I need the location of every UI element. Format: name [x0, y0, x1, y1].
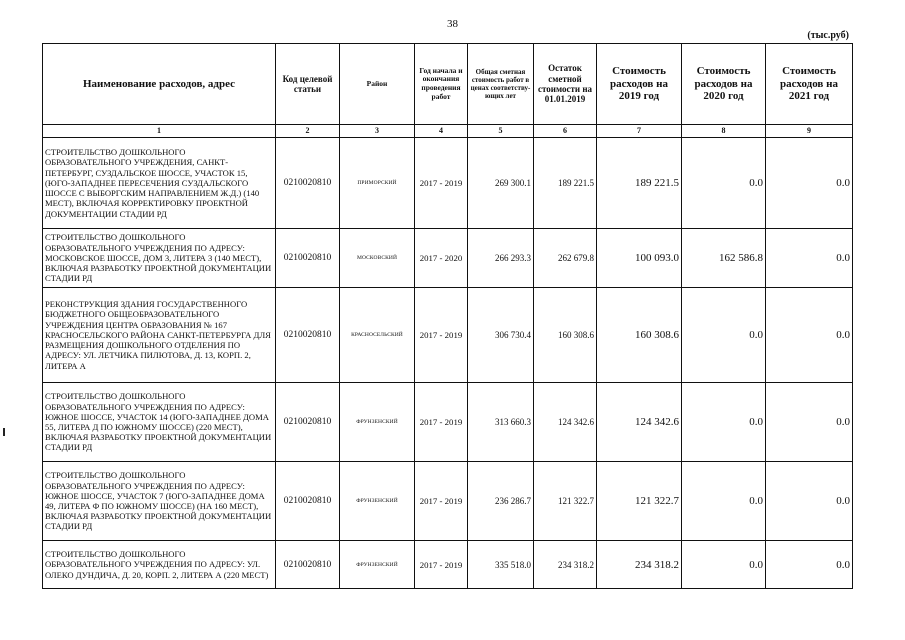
district: ФРУНЗЕНСКИЙ	[340, 541, 415, 589]
cost-2020: 162 586.8	[682, 229, 766, 288]
expense-name: РЕКОНСТРУКЦИЯ ЗДАНИЯ ГОСУДАРСТВЕННОГО БЮДЖЕТНОГО ОБЩЕОБРАЗОВАТЕЛЬНОГО УЧРЕЖДЕНИЯ ЦЕНТРА ОБРАЗОВАНИЯ № 167 КРАСНОСЕЛЬСКОГО РАЙОНА САНКТ-ПЕТЕРБУРГА ДЛЯ РАЗМЕЩЕНИЯ ДОШКОЛЬНОГО ОТДЕЛЕНИЯ ПО АДРЕСУ: УЛ. ЛЕТЧИКА ПИЛЮТОВА, Д. 13, КОРП. 2, ЛИТЕРА А	[43, 288, 276, 383]
col-header-cost-2019: Стоимость расходов на 2019 год	[597, 44, 682, 125]
work-period: 2017 - 2019	[415, 288, 468, 383]
total-cost: 313 660.3	[468, 383, 534, 462]
column-number: 2	[276, 125, 340, 138]
col-header-code: Код целевой статьи	[276, 44, 340, 125]
expense-name: СТРОИТЕЛЬСТВО ДОШКОЛЬНОГО ОБРАЗОВАТЕЛЬНОГО УЧРЕЖДЕНИЯ ПО АДРЕСУ: МОСКОВСКОЕ ШОССЕ, ДОМ 3, ЛИТЕРА 3 (140 МЕСТ), ВКЛЮЧАЯ РАЗРАБОТКУ ПРОЕКТНОЙ ДОКУМЕНТАЦИИ СТАДИИ РД	[43, 229, 276, 288]
work-period: 2017 - 2019	[415, 541, 468, 589]
column-number: 7	[597, 125, 682, 138]
district: МОСКОВСКИЙ	[340, 229, 415, 288]
expense-name: СТРОИТЕЛЬСТВО ДОШКОЛЬНОГО ОБРАЗОВАТЕЛЬНОГО УЧРЕЖДЕНИЯ ПО АДРЕСУ: УЛ. ОЛЕКО ДУНДИЧА, Д. 20, КОРП. 2, ЛИТЕРА А (220 МЕСТ)	[43, 541, 276, 589]
target-code: 0210020810	[276, 462, 340, 541]
cost-2019: 100 093.0	[597, 229, 682, 288]
total-cost: 266 293.3	[468, 229, 534, 288]
cost-2021: 0.0	[766, 541, 853, 589]
cost-2021: 0.0	[766, 229, 853, 288]
district: ПРИМОРСКИЙ	[340, 138, 415, 229]
target-code: 0210020810	[276, 541, 340, 589]
cost-2020: 0.0	[682, 541, 766, 589]
district: ФРУНЗЕНСКИЙ	[340, 383, 415, 462]
cost-2020: 0.0	[682, 462, 766, 541]
expense-name: СТРОИТЕЛЬСТВО ДОШКОЛЬНОГО ОБРАЗОВАТЕЛЬНОГО УЧРЕЖДЕНИЯ ПО АДРЕСУ: ЮЖНОЕ ШОССЕ, УЧАСТОК 14 (ЮГО-ЗАПАДНЕЕ ДОМА 55, ЛИТЕРА Д ПО ЮЖНОМУ ШОССЕ) (220 МЕСТ), ВКЛЮЧАЯ РАЗРАБОТКУ ПРОЕКТНОЙ ДОКУМЕНТАЦИИ СТАДИИ РД	[43, 383, 276, 462]
budget-table	[42, 43, 853, 589]
total-cost: 269 300.1	[468, 138, 534, 229]
total-cost: 335 518.0	[468, 541, 534, 589]
table-row	[43, 541, 853, 589]
column-number: 3	[340, 125, 415, 138]
column-number: 9	[766, 125, 853, 138]
table-row	[43, 383, 853, 462]
remaining-cost: 189 221.5	[534, 138, 597, 229]
page-number: 38	[447, 18, 458, 30]
col-header-cost-2020: Стоимость расходов на 2020 год	[682, 44, 766, 125]
col-header-cost-2021: Стоимость расходов на 2021 год	[766, 44, 853, 125]
cost-2021: 0.0	[766, 462, 853, 541]
column-number: 8	[682, 125, 766, 138]
column-number: 6	[534, 125, 597, 138]
district: КРАСНОСЕЛЬСКИЙ	[340, 288, 415, 383]
work-period: 2017 - 2020	[415, 229, 468, 288]
cost-2021: 0.0	[766, 138, 853, 229]
table-row	[43, 288, 853, 383]
target-code: 0210020810	[276, 229, 340, 288]
table-row	[43, 138, 853, 229]
cost-2019: 189 221.5	[597, 138, 682, 229]
column-number: 1	[43, 125, 276, 138]
col-header-period: Год начала и окончания проведения работ	[415, 44, 468, 125]
work-period: 2017 - 2019	[415, 383, 468, 462]
target-code: 0210020810	[276, 138, 340, 229]
col-header-total-cost: Общая сметная стоимость работ в ценах соответству-ющих лет	[468, 44, 534, 125]
remaining-cost: 160 308.6	[534, 288, 597, 383]
remaining-cost: 262 679.8	[534, 229, 597, 288]
table-row	[43, 229, 853, 288]
column-number: 5	[468, 125, 534, 138]
work-period: 2017 - 2019	[415, 462, 468, 541]
cost-2019: 234 318.2	[597, 541, 682, 589]
units-label: (тыс.руб)	[807, 30, 849, 41]
cost-2021: 0.0	[766, 288, 853, 383]
cost-2019: 160 308.6	[597, 288, 682, 383]
remaining-cost: 124 342.6	[534, 383, 597, 462]
col-header-district: Район	[340, 44, 415, 125]
expense-name: СТРОИТЕЛЬСТВО ДОШКОЛЬНОГО ОБРАЗОВАТЕЛЬНОГО УЧРЕЖДЕНИЯ, САНКТ-ПЕТЕРБУРГ, СУЗДАЛЬСКОЕ ШОССЕ, УЧАСТОК 15, (ЮГО-ЗАПАДНЕЕ ПЕРЕСЕЧЕНИЯ СУЗДАЛЬСКОГО ШОССЕ С ВЫБОРГСКИМ НАПРАВЛЕНИЕМ Ж.Д.) (140 МЕСТ), ВКЛЮЧАЯ КОРРЕКТИРОВКУ ПРОЕКТНОЙ ДОКУМЕНТАЦИИ СТАДИИ РД	[43, 138, 276, 229]
expense-name: СТРОИТЕЛЬСТВО ДОШКОЛЬНОГО ОБРАЗОВАТЕЛЬНОГО УЧРЕЖДЕНИЯ ПО АДРЕСУ: ЮЖНОЕ ШОССЕ, УЧАСТОК 7 (ЮГО-ЗАПАДНЕЕ ДОМА 49, ЛИТЕРА Ф ПО ЮЖНОМУ ШОССЕ) (НА 160 МЕСТ), ВКЛЮЧАЯ РАЗРАБОТКУ ПРОЕКТНОЙ ДОКУМЕНТАЦИИ СТАДИИ РД	[43, 462, 276, 541]
cost-2019: 121 322.7	[597, 462, 682, 541]
remaining-cost: 234 318.2	[534, 541, 597, 589]
margin-mark	[3, 428, 5, 436]
col-header-name: Наименование расходов, адрес	[43, 44, 276, 125]
column-number-row	[43, 125, 853, 138]
cost-2021: 0.0	[766, 383, 853, 462]
district: ФРУНЗЕНСКИЙ	[340, 462, 415, 541]
cost-2020: 0.0	[682, 138, 766, 229]
header-row	[43, 44, 853, 125]
cost-2020: 0.0	[682, 383, 766, 462]
target-code: 0210020810	[276, 383, 340, 462]
column-number: 4	[415, 125, 468, 138]
table-row	[43, 462, 853, 541]
total-cost: 306 730.4	[468, 288, 534, 383]
cost-2019: 124 342.6	[597, 383, 682, 462]
cost-2020: 0.0	[682, 288, 766, 383]
col-header-remaining: Остаток сметной стоимости на 01.01.2019	[534, 44, 597, 125]
work-period: 2017 - 2019	[415, 138, 468, 229]
remaining-cost: 121 322.7	[534, 462, 597, 541]
target-code: 0210020810	[276, 288, 340, 383]
total-cost: 236 286.7	[468, 462, 534, 541]
